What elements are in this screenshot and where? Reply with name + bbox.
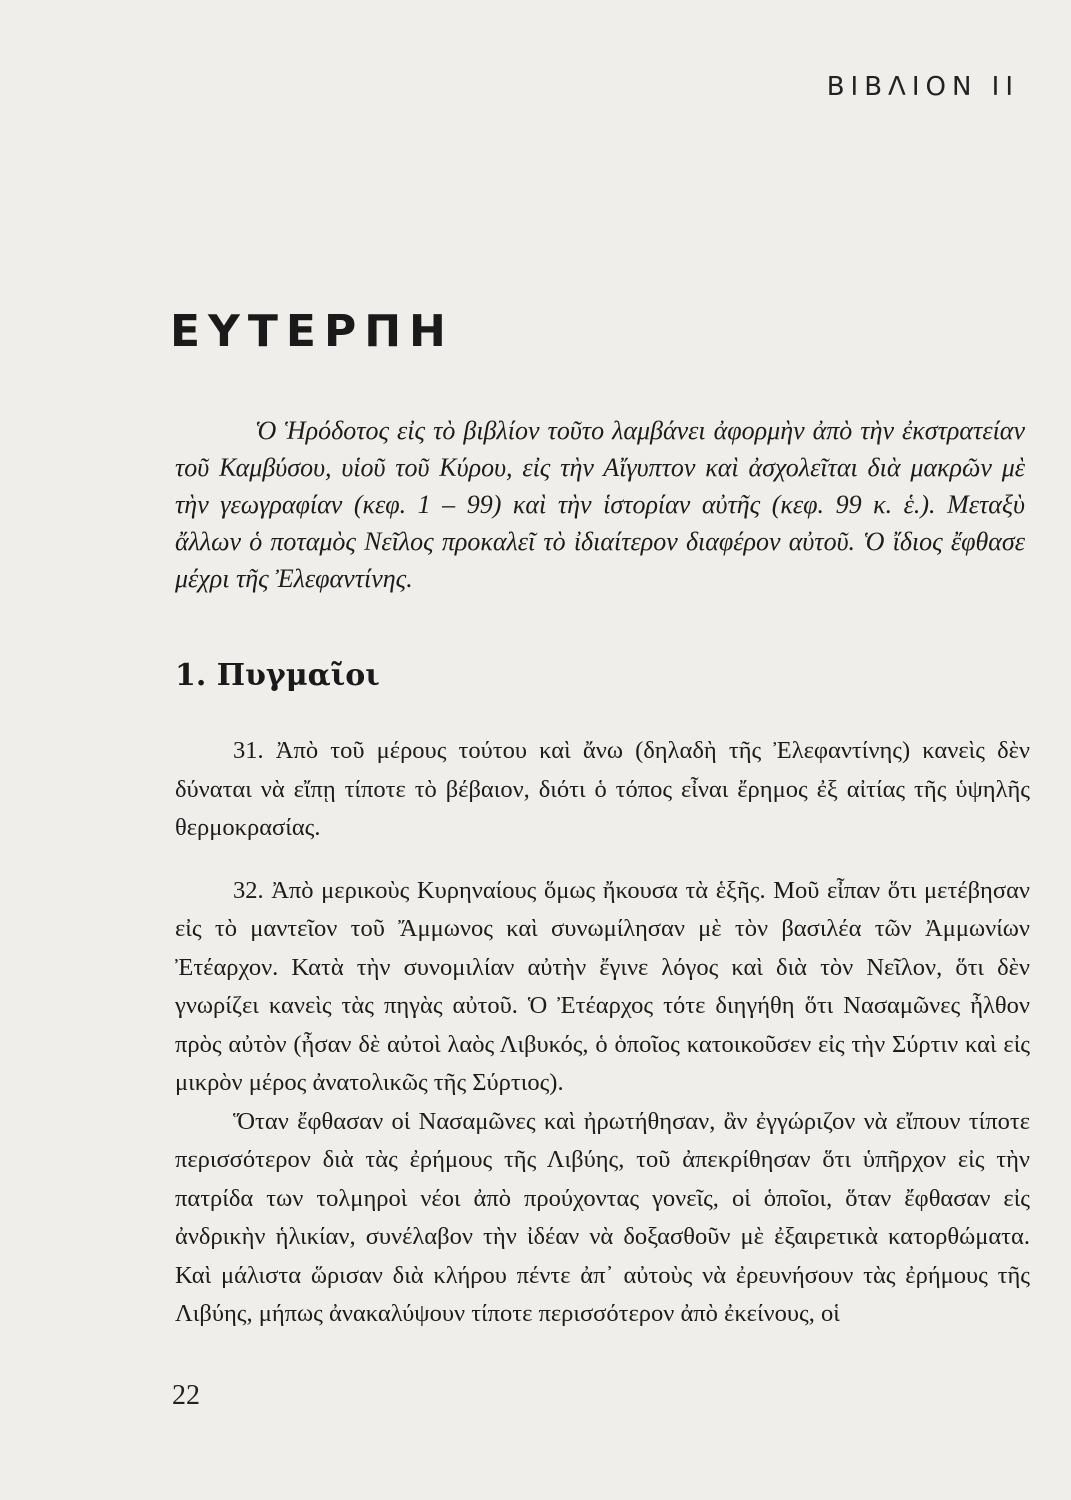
paragraph-32: 32. Ἀπὸ μερικοὺς Κυρηναίους ὅμως ἤκουσα τὰ ἑξῆς. Μοῦ εἶπαν ὅτι μετέβησαν εἰς τὸ μαντεῖον τοῦ Ἄμμωνος καὶ συνωμίλησαν μὲ τὸν βασιλέα τῶν Ἀμμωνίων Ἐτέαρχον. Κατὰ τὴν συνομιλίαν αὐτὴν ἔγινε λόγος καὶ διὰ τὸν Νεῖλον, ὅτι δὲν γνωρίζει κανεὶς τὰς πηγὰς αὐτοῦ. Ὁ Ἐτέαρχος τότε διηγήθη ὅτι Νασαμῶνες ἦλθον πρὸς αὐτὸν (ἦσαν δὲ αὐτοὶ λαὸς Λιβυκός, ὁ ὁποῖος κατοικοῦσεν εἰς τὴν Σύρτιν καὶ εἰς μικρὸν μέρος ἀνατολικῶς τῆς Σύρτιος). xyxy=(175,876,1030,1096)
running-head: ΒΙΒΛΙΟΝ ΙΙ xyxy=(826,72,1019,102)
paragraph-31: 31. Ἀπὸ τοῦ μέρους τούτου καὶ ἄνω (δηλαδὴ τῆς Ἐλεφαντίνης) κανεὶς δὲν δύναται νὰ εἴπῃ τίποτε τὸ βέβαιον, διότι ὁ τόπος εἶναι ἔρημος ἐξ αἰτίας τῆς ὑψηλῆς θερμοκρασίας. xyxy=(175,737,1030,841)
body-text xyxy=(175,732,1030,1334)
chapter-title: ΕΥΤΕΡΠΗ xyxy=(170,306,454,357)
page-number: 22 xyxy=(172,1380,200,1411)
section-heading: 1. Πυγμαῖοι xyxy=(175,658,380,693)
paragraph-32-continued: Ὅταν ἔφθασαν οἱ Νασαμῶνες καὶ ἠρωτήθησαν, ἂν ἐγγώριζον νὰ εἴπουν τίποτε περισσότερον διὰ τὰς ἐρήμους τῆς Λιβύης, τοῦ ἀπεκρίθησαν ὅτι ὑπῆρχον εἰς τὴν πατρίδα των τολμηροὶ νέοι ἀπὸ προύχοντας γονεῖς, οἱ ὁποῖοι, ὅταν ἔφθασαν εἰς ἀνδρικὴν ἡλικίαν, συνέλαβον τὴν ἰδέαν νὰ δοξασθοῦν μὲ ἐξαιρετικὰ κατορθώματα. Καὶ μάλιστα ὥρισαν διὰ κλήρου πέντε ἀπ᾽ αὐτοὺς νὰ ἐρευνήσουν τὰς ἐρήμους τῆς Λιβύης, μήπως ἀνακαλύψουν τίποτε περισσότερον ἀπὸ ἐκείνους, οἱ xyxy=(175,1107,1030,1327)
chapter-summary: Ὁ Ἡρόδοτος εἰς τὸ βιβλίον τοῦτο λαμβάνει ἀφορμὴν ἀπὸ τὴν ἐκστρατείαν τοῦ Καμβύσου, υἱοῦ τοῦ Κύρου, εἰς τὴν Αἴγυπτον καὶ ἀσχολεῖται διὰ μακρῶν μὲ τὴν γεωγραφίαν (κεφ. 1 – 99) καὶ τὴν ἱστορίαν αὐτῆς (κεφ. 99 κ. ἑ.). Μεταξὺ ἄλλων ὁ ποταμὸς Νεῖλος προκαλεῖ τὸ ἰδιαίτερον διαφέρον αὐτοῦ. Ὁ ἴδιος ἔφθασε μέχρι τῆς Ἐλεφαντίνης. xyxy=(175,416,1025,593)
